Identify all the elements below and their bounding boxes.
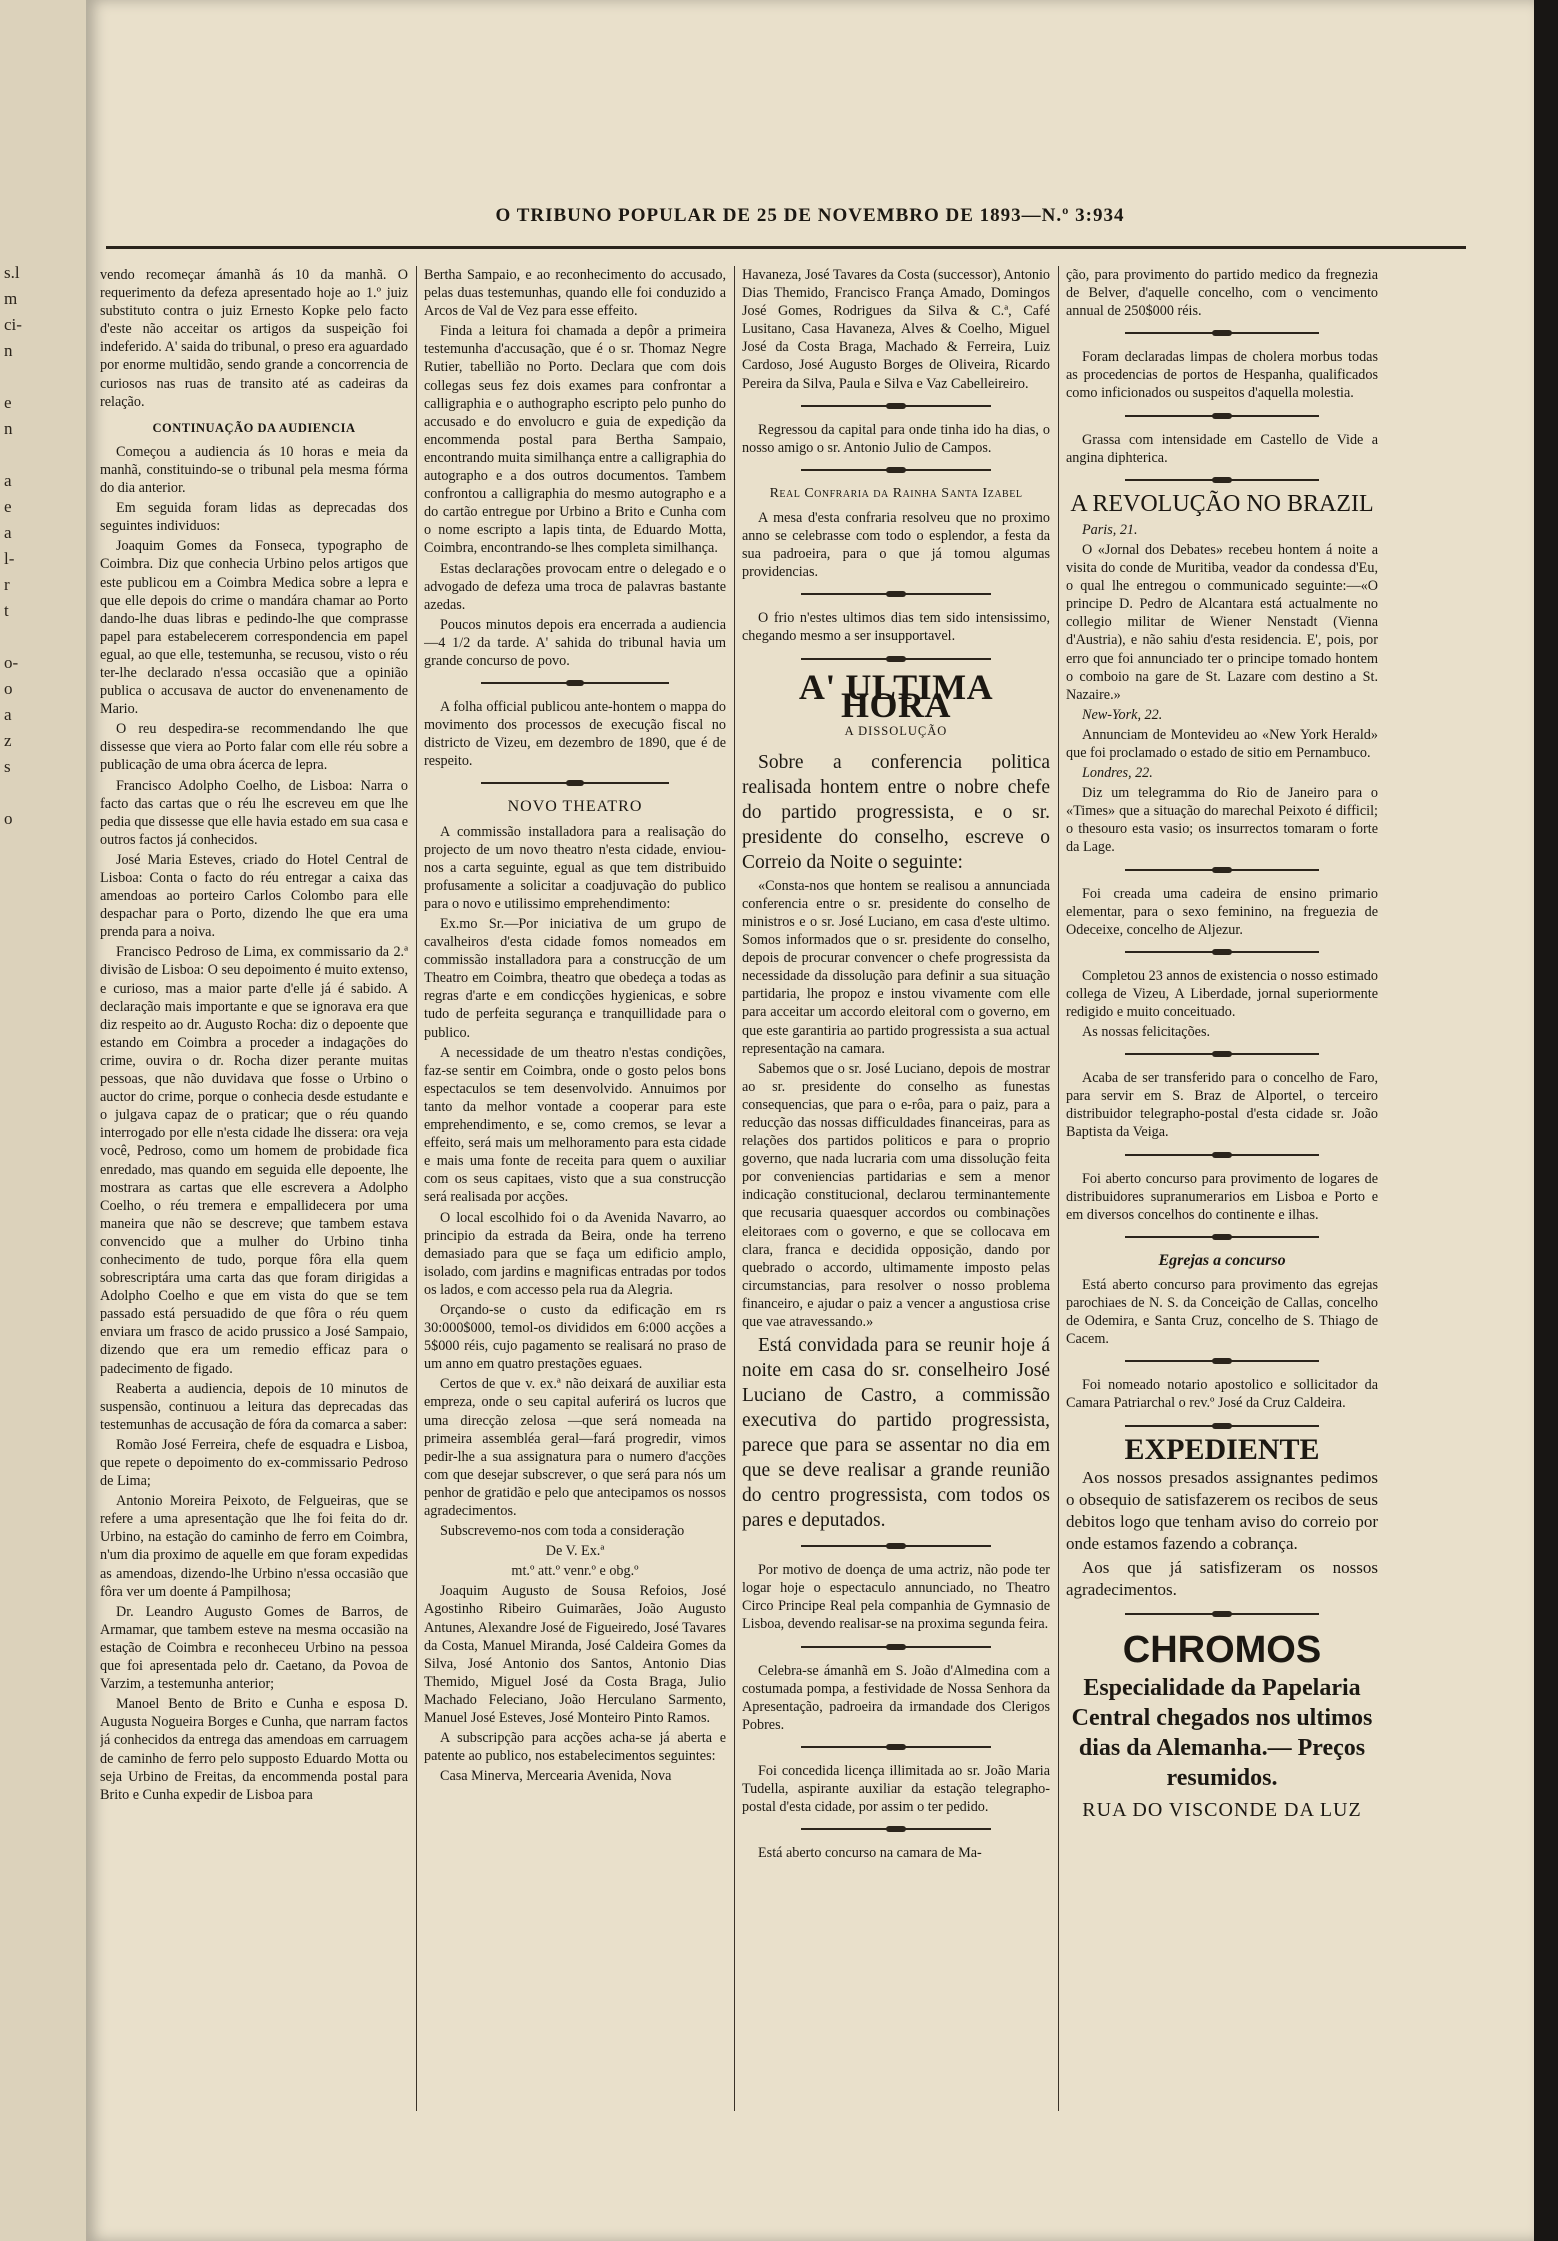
dateline: Paris, 21. <box>1082 521 1138 538</box>
section-heading: A REVOLUÇÃO NO BRAZIL <box>1070 490 1374 517</box>
header-rule <box>106 246 1466 249</box>
section-heading: CONTINUAÇÃO DA AUDIENCIA <box>152 420 356 435</box>
article-paragraph: A folha official publicou ante-hontem o mappa do movimento dos processos de execução fiscal no districto de Vizeu, em dezembro de 1890, que é de respeito. <box>424 699 726 770</box>
article-paragraph: Finda a leitura foi chamada a depôr a primeira testemunha d'accusação, que é o sr. Thomaz Negre Rutier, tabellião no Porto. Declara que com dois collegas seus fez dois exames para confrontar a calligraphia e o authographo escripto pelo punho do accusado e do envolucro e guia de expedição da encommenda postal para Bertha Sampaio, encontrando muita similhança entre a calligraphia do autographo e a dos outros documentos. Tambem confrontou a calligraphia do mesmo autographo e a do cartão entregue por Urbino a Brito e Cunha com o nome escripto a lapis tinta, de Eduardo Motta, Coimbra, encontrando-se lhes completa similhança. <box>424 323 726 557</box>
article-paragraph: Dr. Leandro Augusto Gomes de Barros, de Armamar, que tambem esteve na mesma occasião na estação de Coimbra e reconheceu Urbino na pessoa que foi apresentada pelo dr. Caetano, da Povoa de Varzim, a testemunha anterior; <box>100 1603 408 1693</box>
article-paragraph: Francisco Adolpho Coelho, de Lisboa: Narra o facto das cartas que o réu lhe escreveu em que lhe pedia que dissesse que elle havia estado em sua casa e outros factos já conhecidos. <box>100 777 408 848</box>
article-paragraph: A necessidade de um theatro n'estas condições, faz-se sentir em Coimbra, onde o gosto pelos bons espectaculos se tem desenvolvido. Annuimos por tanto da melhor vontade a cooperar para este emprehendimento, e se, como cremos, se levar a effeito, será mais um melhoramento para esta cidade e mais uma fonte de receita para quem o auxiliar com os seus capitaes, visto que a sua construcção será realisada por acções. <box>424 1044 726 1206</box>
column-1 <box>100 266 408 2111</box>
separator-rule <box>1125 1421 1318 1431</box>
advertisement-body: Especialidade da Papelaria Central chegados nos ultimos dias da Alemanha.— Preços resumidos. <box>1071 1674 1373 1791</box>
facing-page-fragment: a <box>4 523 12 542</box>
facing-page-fragment: o- <box>4 653 19 672</box>
article-paragraph: Estas declarações provocam entre o delegado e o advogado de defeza uma troca de palavras bastante azedas. <box>424 560 726 613</box>
article-paragraph: Está aberto concurso para provimento das egrejas parochiaes de N. S. da Conceição de Callas, concelho de Odemira, e Santa Cruz, concelho de S. Thiago de Cacem. <box>1066 1276 1378 1348</box>
newspaper-page <box>86 0 1534 2241</box>
column-3 <box>742 266 1050 2111</box>
article-paragraph: Ex.mo Sr.—Por iniciativa de um grupo de cavalheiros d'esta cidade fomos nomeados em commissão installadora para a construcção de um Theatro em Coimbra, theatro que obedeça a todas as regras d'arte e em condicções hygienicas, e sobre tudo de perfeita segurança e tranquillidade para o publico. <box>424 916 726 1041</box>
article-paragraph-large: Aos nossos presados assignantes pedimos o obsequio de satisfazerem os recibos de seus debitos logo que tenham aviso do correio por onde estamos fazendo a cobrança. <box>1066 1467 1378 1553</box>
section-subheading: A DISSOLUÇÃO <box>844 723 948 738</box>
signatories-list: Joaquim Augusto de Sousa Refoios, José Agostinho Ribeiro Guimarães, João Augusto Antunes, Alexandre José de Figueiredo, José Tavares da Costa, Manuel Miranda, José Caldeira Gomes da Silva, José Antonio dos Santos, Antonio Dias Themido, Miguel José da Costa Braga, Julio Machado Feleciano, João Herculano Sarmento, Manuel José Esteves, José Monteiro Pinto Ramos. <box>424 1583 726 1727</box>
advertisement-heading: CHROMOS <box>1122 1628 1322 1671</box>
article-paragraph-large: Aos que já satisfizeram os nossos agradecimentos. <box>1066 1557 1378 1599</box>
article-paragraph: ção, para provimento do partido medico da fregnezia de Belver, d'aquelle concelho, com o vencimento annual de 250$000 réis. <box>1066 267 1378 320</box>
facing-page-fragment: s <box>4 757 11 776</box>
separator-rule <box>801 654 992 664</box>
article-paragraph: Joaquim Gomes da Fonseca, typographo de Coimbra. Diz que conhecia Urbino pelos artigos que este publicou em a Coimbra Medica sobre a lepra e que elle depois do crime o mandára chamar ao Porto dando-lhe duas libras e pedindo-lhe que comprasse papel para estabelecerem correspondencia em papel egual, ao que elle, testemunha, se recusou, visto o réu ter-lhe declarado n'essa occasião que a opinião publica o accusava de auctor do envenenamento de Mario. <box>100 538 408 718</box>
article-paragraph: Reaberta a audiencia, depois de 10 minutos de suspensão, continuou a leitura das deprecadas das testemunhas de accusação de fóra da comarca a saber: <box>100 1380 408 1433</box>
article-paragraph: Por motivo de doença de uma actriz, não pode ter logar hoje o espectaculo annunciado, no Theatro Circo Principe Real pela companhia de Gymnasio de Lisboa, devendo realisar-se na proxima segunda feira. <box>742 1562 1050 1633</box>
separator-rule <box>481 778 668 788</box>
article-paragraph: Foram declaradas limpas de cholera morbus todas as procedencias de portos de Hespanha, qualificados como inficionados ou suspeitos d'aquella molestia. <box>1066 349 1378 402</box>
article-paragraph: O reu despedira-se recommendando lhe que dissesse que viera ao Porto falar com elle réu sobre a publicação de uma obra ácerca de lepra. <box>100 721 408 774</box>
separator-rule <box>1125 1232 1318 1242</box>
article-paragraph: Em seguida foram lidas as deprecadas dos seguintes individuos: <box>100 500 408 535</box>
separator-rule <box>1125 1609 1318 1619</box>
article-paragraph: Poucos minutos depois era encerrada a audiencia—4 1/2 da tarde. A' sahida do tribunal havia um grande concurso de povo. <box>424 616 726 669</box>
facing-page-fragment: a <box>4 471 12 490</box>
section-heading-large: A' ULTIMA HORA <box>798 666 994 725</box>
separator-rule <box>1125 1150 1318 1160</box>
separator-rule <box>1125 1049 1318 1059</box>
separator-rule <box>481 678 668 688</box>
article-paragraph: A mesa d'esta confraria resolveu que no proximo anno se celebrasse com todo o esplendor, a festa da sua padroeira, para o que já tomou algumas providencias. <box>742 509 1050 581</box>
facing-page-fragment: e <box>4 497 12 516</box>
separator-rule <box>1125 328 1318 338</box>
facing-page-fragment: o <box>4 809 13 828</box>
separator-rule <box>801 589 992 599</box>
article-paragraph: Sabemos que o sr. José Luciano, depois de mostrar ao sr. presidente do conselho as funestas consequencias, que para o e-rôa, para o paiz, para a reducção das nossas difficuldades financeiras, para as relações dos partidos politicos e para o proprio governo, que nada lucraria com uma dissolução feita por conveniencias partidarias e sem a menor indicação constitucional, declarou terminantemente que recusaria quaesquer accordos ou combinações eleitoraes com o governo, e que se collocava em clara, franca e decidida opposição, dando por quebrado o accordo, ultimamente imposto pelas circumstancias, para resolver o nosso problema financeiro, e ajudar o paiz a vencer a angustiosa crise que vae atravessando.» <box>742 1060 1050 1331</box>
facing-page-fragment: t <box>4 601 9 620</box>
article-paragraph: Francisco Pedroso de Lima, ex commissario da 2.ª divisão de Lisboa: O seu depoimento é muito extenso, e curioso, mas a maior parte d'elle já é sabido. A declaração mais importante e que se ignorava era que diz respeito ao dr. Augusto Rocha: diz o depoente que estando em Coimbra a proceder a indagações do crime, ouvira o dr. Rocha dizer perante muitas pessoas, que não duvidava que fosse o Urbino o auctor do crime, porque o conhecia desde estudante e o julgava capaz de o praticar; que o réu quando interrogado por elle n'esta cidade lhe dissera: ora veja você, Pedroso, como um homem de probidade fica enredado, mas quando em seguida elle depoente, lhe mostrara as cartas que elle escrevera a Adolpho Coelho, o réu tremera e empallidecera por uma maneira que não se descreve; que tambem estava convencido que a mulher do Urbino tinha conhecimento de tudo, porque fôra ella quem sobrescriptára uma carta das que foram dirigidas a Adolpho Coelho e que em vista do que se tem passado está persuadido de que fôra o réu quem enviara um frasco de acido prussico a José Sampaio, dizendo que era um remedio efficaz para o padecimento de figado. <box>100 944 408 1377</box>
article-paragraph: Diz um telegramma do Rio de Janeiro para o «Times» que a situação do marechal Peixoto é difficil; o thesouro esta vasio; os insurrectos tomaram o forte da Lage. <box>1066 785 1378 856</box>
separator-rule <box>801 1642 992 1652</box>
article-paragraph: Bertha Sampaio, e ao reconhecimento do accusado, pelas duas testemunhas, quando elle foi conduzido a Arcos de Val de Vez para esse effeito. <box>424 267 726 320</box>
separator-rule <box>1125 475 1318 485</box>
facing-page-fragment: o <box>4 679 13 698</box>
separator-rule <box>801 1541 992 1551</box>
article-paragraph: O frio n'estes ultimos dias tem sido intensissimo, chegando mesmo a ser insupportavel. <box>742 610 1050 645</box>
column-2 <box>424 266 726 2111</box>
separator-rule <box>801 401 992 411</box>
facing-page-edge <box>0 0 86 2241</box>
dateline: New-York, 22. <box>1082 706 1163 723</box>
column-rule <box>734 266 735 2111</box>
separator-rule <box>1125 1356 1318 1366</box>
article-paragraph: Romão José Ferreira, chefe de esquadra e Lisboa, que repete o depoimento do ex-commissario Pedroso de Lima; <box>100 1436 408 1490</box>
article-paragraph: Subscrevemo-nos com toda a consideração <box>440 1523 685 1540</box>
article-paragraph: O local escolhido foi o da Avenida Navarro, ao principio da estrada da Beira, onde ha terreno demasiado para que se faça um edificio amplo, isolado, com jardins e magnificas entradas por todos os lados, e com accesso pela rua da Alegria. <box>424 1209 726 1298</box>
letter-closing: De V. Ex.ª <box>545 1543 605 1560</box>
article-paragraph: Começou a audiencia ás 10 horas e meia da manhã, constituindo-se o tribunal pela mesma fórma do dia anterior. <box>100 443 408 497</box>
column-rule <box>1058 266 1059 2111</box>
facing-page-fragment: ci- <box>4 315 22 334</box>
article-paragraph-large: Sobre a conferencia politica realisada hontem entre o nobre chefe do partido progressista, e o sr. presidente do conselho, escreve o Correio da Noite o seguinte: <box>742 751 1050 873</box>
facing-page-fragment: l- <box>4 549 15 568</box>
separator-rule <box>1125 411 1318 421</box>
section-heading: Egrejas a concurso <box>1158 1251 1286 1269</box>
facing-page-fragment: e <box>4 393 12 412</box>
article-paragraph: Antonio Moreira Peixoto, de Felgueiras, que se refere a uma apresentação que lhe foi feita do dr. Urbino, na estação do caminho de ferro em Coimbra, n'um dia proximo de aquelle em que foram expedidas as amendoas, dizendo-lhe Urbino n'essa occasião que fôra ver um doente á Pampilhosa; <box>100 1493 408 1600</box>
separator-rule <box>801 1824 992 1834</box>
section-heading: Real Confraria da Rainha Santa Izabel <box>769 485 1023 501</box>
article-paragraph: «Consta-nos que hontem se realisou a annunciada conferencia entre o sr. presidente do conselho de ministros e o sr. José Luciano, em casa d'este ultimo. Somos informados que o sr. presidente do conselho, depois de procurar convencer o chefe progressista da necessidade da dissolução para definir a sua situação partidaria, lhe propoz e instou vivamente com elle para acceitar um accordo eleitoral com o governo, em que este garantiria ao partido progressista a sua actual representação na camara. <box>742 877 1050 1057</box>
facing-page-fragment: z <box>4 731 12 750</box>
column-4 <box>1066 266 1378 2111</box>
masthead-running-title: O TRIBUNO POPULAR DE 25 DE NOVEMBRO DE 1893—N.º 3:934 <box>495 205 1125 226</box>
section-heading: NOVO THEATRO <box>507 798 643 816</box>
advertisement-address: RUA DO VISCONDE DA LUZ <box>1082 1798 1362 1821</box>
separator-rule <box>801 465 992 475</box>
article-paragraph: José Maria Esteves, criado do Hotel Central de Lisboa: Conta o facto do réu entregar a caixa das amendoas ao porteiro Carlos Colombo para elle despachar para o Porto, dizendo lhe que era uma prenda para a noiva. <box>100 851 408 941</box>
letter-closing: mt.º att.º venr.º e obg.º <box>511 1563 639 1580</box>
article-paragraph: Foi creada uma cadeira de ensino primario elementar, para o sexo feminino, na freguezia de Odeceixe, concelho de Aljezur. <box>1066 885 1378 938</box>
article-paragraph: A subscripção para acções acha-se já aberta e patente ao publico, nos estabelecimentos seguintes: <box>424 1730 726 1765</box>
facing-page-fragment: n <box>4 419 13 438</box>
article-paragraph: Casa Minerva, Mercearia Avenida, Nova <box>440 1768 672 1785</box>
facing-page-fragment: m <box>4 289 18 308</box>
article-paragraph: As nossas felicitações. <box>1082 1024 1211 1041</box>
separator-rule <box>1125 947 1318 957</box>
article-paragraph: Annunciam de Montevideu ao «New York Herald» que foi proclamado o estado de sitio em Pernambuco. <box>1066 726 1378 761</box>
facing-page-fragment: a <box>4 705 12 724</box>
article-paragraph: Grassa com intensidade em Castello de Vide a angina diphterica. <box>1066 431 1378 466</box>
article-paragraph: vendo recomeçar ámanhã ás 10 da manhã. O requerimento da defeza apresentado hoje ao 1.º juiz substituto contra o juiz Ernesto Kopke pelo facto d'este não acceitar os artigos da suspeição foi indeferido. A' saida do tribunal, o preso era aguardado por enorme multidão, sendo grande a concorrencia de curiosos nas ruas de transito até as cadeiras da relação. <box>100 267 408 410</box>
article-paragraph: Foi nomeado notario apostolico e sollicitador da Camara Patriarchal o rev.º José da Cruz Caldeira. <box>1066 1377 1378 1412</box>
section-heading-large: EXPEDIENTE <box>1124 1432 1320 1466</box>
article-paragraph: Regressou da capital para onde tinha ido ha dias, o nosso amigo o sr. Antonio Julio de Campos. <box>742 421 1050 456</box>
article-paragraph: Celebra-se ámanhã em S. João d'Almedina com a costumada pompa, a festividade de Nossa Senhora da Apresentação, padroeira da irmandade dos Clerigos Pobres. <box>742 1662 1050 1733</box>
article-paragraph: A commissão installadora para a realisação do projecto de um novo theatro n'esta cidade, enviou-nos a carta seguinte, egual as que tem distribuido profusamente a solicitar a coadjuvação do publico para o novo e utilissimo emprehendimento: <box>424 823 726 912</box>
facing-page-fragment: s.l <box>4 263 20 282</box>
column-rule <box>416 266 417 2111</box>
article-paragraph: Acaba de ser transferido para o concelho de Faro, para servir em S. Braz de Alportel, o terceiro distribuidor telegrapho-postal d'esta cidade sr. João Baptista da Veiga. <box>1066 1070 1378 1141</box>
article-paragraph: Orçando-se o custo da edificação em rs 30:000$000, temol-os divididos em 6:000 acções a 5$000 réis, cujo pagamento se realisará no praso de um anno em quatro prestações eguaes. <box>424 1301 726 1373</box>
article-paragraph: Está aberto concurso na camara de Ma- <box>758 1845 982 1862</box>
dateline: Londres, 22. <box>1082 765 1153 782</box>
facing-page-fragment: r <box>4 575 10 594</box>
article-paragraph: Foi concedida licença illimitada ao sr. João Maria Tudella, aspirante auxiliar da estação telegrapho-postal d'esta cidade, por assim o ter pedido. <box>742 1762 1050 1816</box>
article-paragraph: Certos de que v. ex.ª não deixará de auxiliar esta empreza, onde o seu capital auferirá os lucros que uma direcção zelosa —que será nomeada na primeira assembléa geral—fará progredir, vimos pedir-lhe a sua assignatura para o numero d'acções com que desejar subscrever, o que será para nós um penhor de gratidão e pelo que antecipamos os nossos agradecimentos. <box>424 1376 726 1519</box>
article-paragraph: O «Jornal dos Debates» recebeu hontem á noite a visita do conde de Muritiba, veador da condessa d'Eu, o qual lhe entregou o communicado seguinte:—«O principe D. Pedro de Alcantara está actualmente no collegio militar de Wiener Nenstadt (Vienna d'Austria), e não sahiu d'esta residencia. E', pois, por erro que foi annunciado ter o principe tomado hontem o comboio na gare de St. Lazare com destino a St. Nazaire.» <box>1066 541 1378 703</box>
facing-page-fragment: n <box>4 341 13 360</box>
separator-rule <box>801 1742 992 1752</box>
separator-rule <box>1125 865 1318 875</box>
article-paragraph: Foi aberto concurso para provimento de logares de distribuidores supranumerarios em Lisboa e Porto e em diversos concelhos do continente e ilhas. <box>1066 1170 1378 1223</box>
article-paragraph-large: Está convidada para se reunir hoje á noite em casa do sr. conselheiro José Luciano de Castro, a commissão executiva do partido progressista, parece que para se assentar no dia em que se deve realisar a grande reunião do centro progressista, com todos os pares e deputados. <box>742 1335 1050 1532</box>
article-paragraph: Havaneza, José Tavares da Costa (successor), Antonio Dias Themido, Francisco França Amado, Domingos José Gomes, Rodrigues da Silva & C.ª, Café Lusitano, Casa Havaneza, Alves & Coelho, Miguel José da Costa Braga, Machado & Ferreira, Luiz Cardoso, José Augusto Borges de Oliveira, Ricardo Pereira da Silva, Paula e Silva e Vaz Cabelleireiro. <box>742 267 1050 392</box>
article-paragraph: Completou 23 annos de existencia o nosso estimado collega de Vizeu, A Liberdade, jornal superiormente redigido e muito conceituado. <box>1066 967 1378 1020</box>
article-paragraph: Manoel Bento de Brito e Cunha e esposa D. Augusta Nogueira Borges e Cunha, que narram factos já conhecidos da entrega das amendoas em carruagem de caminho de ferro pelo supposto Eduardo Motta ou seja Urbino de Freitas, da encommenda postal para Brito e Cunha expedir de Lisboa para <box>100 1696 408 1803</box>
